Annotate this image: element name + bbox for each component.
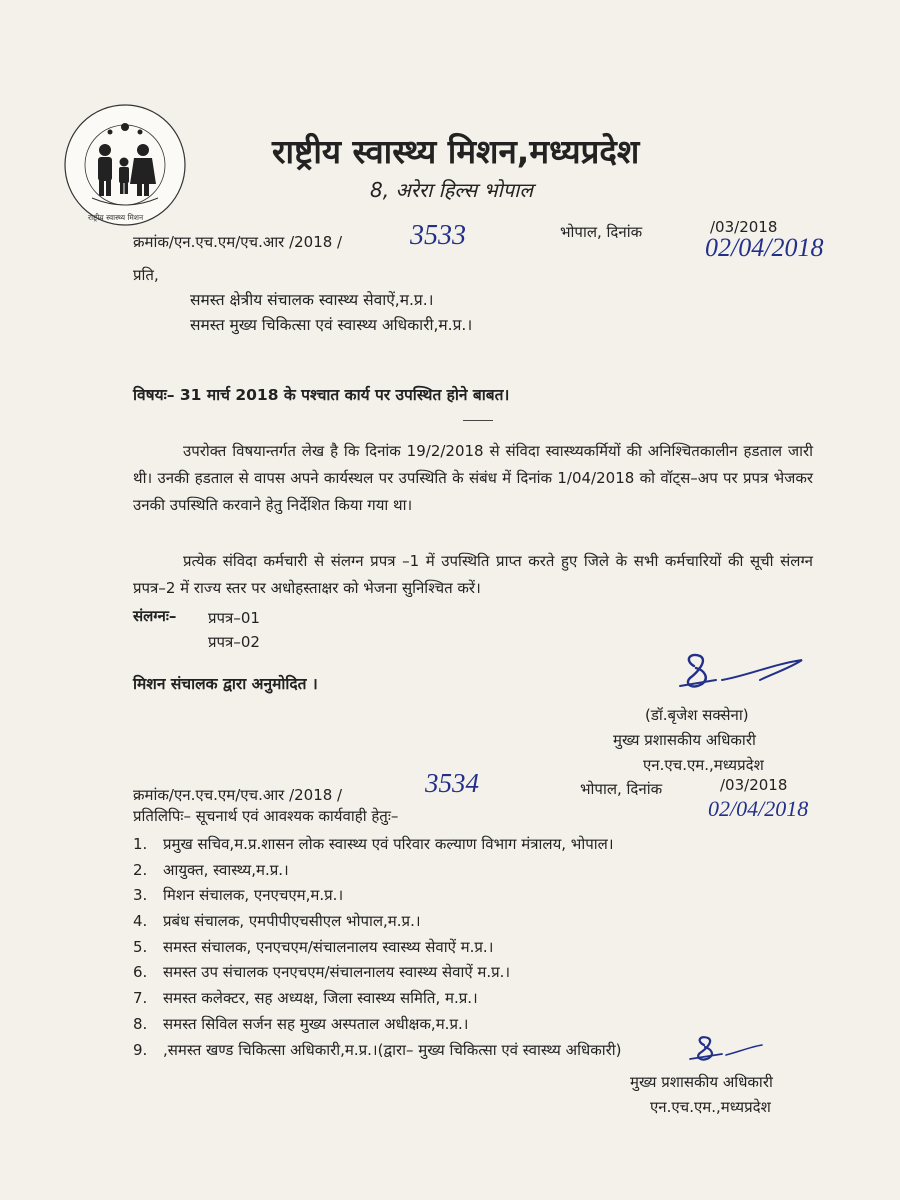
copy-item-number: 6. bbox=[133, 963, 148, 982]
addressee-line1: समस्त क्षेत्रीय संचालक स्वास्थ्य सेवाऐं,म.प्र.। bbox=[190, 291, 434, 309]
signatory-org: एन.एच.एम.,मध्यप्रदेश bbox=[643, 756, 764, 774]
copy-item-text: समस्त उप संचालक एनएचएम/संचालनालय स्वास्थ्य सेवाऐं म.प्र.। bbox=[163, 963, 511, 982]
copy-item-text: आयुक्त, स्वास्थ्य,म.प्र.। bbox=[163, 860, 289, 879]
signatory-2-org: एन.एच.एम.,मध्यप्रदेश bbox=[650, 1098, 771, 1116]
logo-caption: राष्ट्रीय स्वास्थ्य मिशन bbox=[88, 213, 144, 222]
ref1-number: 3533 bbox=[410, 220, 466, 251]
ref1-hand-date: 02/04/2018 bbox=[705, 233, 824, 262]
nhm-logo-icon bbox=[62, 102, 188, 228]
body-paragraph-1-text: उपरोक्त विषयान्तर्गत लेख है कि दिनांक 19/2/2018 से संविदा स्वास्थ्यकर्मियों की अनिश्चितकालीन हडताल जारी थी। उनकी हडताल से वापस अपने कार्यस्थल पर उपस्थिति के संबंध में दिनांक 1/04/2018 को वॉट्स–अप पर प्रपत्र भेजकर उनकी उपस्थिति करवाने हेतु निर्देशित किया गया था। bbox=[133, 442, 813, 514]
copy-list-item bbox=[133, 960, 621, 986]
copy-list-item bbox=[133, 935, 621, 961]
copy-item-text: समस्त संचालक, एनएचएम/संचालनालय स्वास्थ्य सेवाऐं म.प्र.। bbox=[163, 937, 494, 956]
body-paragraph-2-text: प्रत्येक संविदा कर्मचारी से संलग्न प्रपत्र –1 में उपस्थिति प्राप्त करते हुए जिले के सभी कर्मचारियों की सूची संलग्न प्रपत्र–2 में राज्य स्तर पर अधोहस्ताक्षर को भेजना सुनिश्चित करें। bbox=[133, 552, 813, 597]
subject-divider bbox=[463, 420, 493, 421]
copy-item-number: 4. bbox=[133, 912, 148, 931]
copy-label: प्रतिलिपिः– सूचनार्थ एवं आवश्यक कार्यवाही हेतुः– bbox=[133, 807, 399, 825]
signatory-2-title: मुख्य प्रशासकीय अधिकारी bbox=[630, 1073, 773, 1091]
copy-item-number: 5. bbox=[133, 937, 148, 956]
ref1-kramank: क्रमांक/एन.एच.एम/एच.आर /2018 / bbox=[133, 233, 343, 251]
copy-item-text: समस्त सिविल सर्जन सह मुख्य अस्पताल अधीक्षक,म.प्र.। bbox=[163, 1014, 469, 1033]
copy-list-item bbox=[133, 986, 621, 1012]
ref2-printed-date: /03/2018 bbox=[720, 776, 788, 794]
copy-item-number: 8. bbox=[133, 1014, 148, 1033]
copy-item-number: 9. bbox=[133, 1040, 148, 1059]
ref1-place-date-label: भोपाल, दिनांक bbox=[560, 223, 643, 241]
ref2-hand-date: 02/04/2018 bbox=[708, 796, 809, 821]
copy-item-number: 3. bbox=[133, 886, 148, 905]
ref1-printed-date: /03/2018 bbox=[710, 218, 778, 236]
subject-line: विषयः– 31 मार्च 2018 के पश्चात कार्य पर उपस्थित होने बाबत। bbox=[133, 386, 510, 404]
addressee-line2: समस्त मुख्य चिकित्सा एवं स्वास्थ्य अधिकारी,म.प्र.। bbox=[190, 316, 473, 334]
ref2-number: 3534 bbox=[425, 768, 479, 798]
body-paragraph-1 bbox=[133, 438, 813, 519]
copy-item-text: प्रबंध संचालक, एमपीपीएचसीएल भोपाल,म.प्र.। bbox=[163, 912, 421, 931]
addressee-prati: प्रति, bbox=[133, 266, 159, 284]
signature-1-icon bbox=[676, 650, 816, 695]
signatory-name: (डॉ.बृजेश सक्सेना) bbox=[645, 706, 749, 724]
approval-note: मिशन संचालक द्वारा अनुमोदित । bbox=[133, 675, 318, 693]
copy-list-item bbox=[133, 883, 621, 909]
copy-item-text: मिशन संचालक, एनएचएम,म.प्र.। bbox=[163, 886, 344, 905]
copy-list-item bbox=[133, 909, 621, 935]
copy-list-item bbox=[133, 1012, 621, 1038]
org-name: राष्ट्रीय स्वास्थ्य मिशन,मध्यप्रदेश bbox=[272, 132, 640, 171]
copy-item-number: 1. bbox=[133, 835, 148, 853]
copy-list-item bbox=[133, 1038, 621, 1064]
ref2-place-date-label: भोपाल, दिनांक bbox=[580, 780, 663, 798]
body-paragraph-2 bbox=[133, 548, 813, 602]
copy-item-number: 2. bbox=[133, 860, 148, 879]
attachment-1: प्रपत्र–01 bbox=[208, 609, 260, 627]
copy-list bbox=[133, 832, 621, 1063]
ref2-kramank: क्रमांक/एन.एच.एम/एच.आर /2018 / bbox=[133, 786, 343, 804]
signature-2-icon bbox=[688, 1035, 768, 1067]
copy-list-item bbox=[133, 858, 621, 884]
copy-item-text: प्रमुख सचिव,म.प्र.शासन लोक स्वास्थ्य एवं परिवार कल्याण विभाग मंत्रालय, भोपाल। bbox=[163, 835, 614, 853]
copy-item-text: समस्त कलेक्टर, सह अध्यक्ष, जिला स्वास्थ्य समिति, म.प्र.। bbox=[163, 989, 478, 1008]
attachment-2: प्रपत्र–02 bbox=[208, 633, 260, 651]
copy-item-text: ,समस्त खण्ड चिकित्सा अधिकारी,म.प्र.।(द्वारा– मुख्य चिकित्सा एवं स्वास्थ्य अधिकारी) bbox=[163, 1040, 622, 1059]
signatory-title: मुख्य प्रशासकीय अधिकारी bbox=[613, 731, 756, 749]
copy-list-item bbox=[133, 832, 621, 858]
attachment-label: संलग्नः– bbox=[133, 607, 177, 625]
copy-item-number: 7. bbox=[133, 989, 148, 1008]
org-address: 8, अरेरा हिल्स भोपाल bbox=[370, 178, 533, 202]
